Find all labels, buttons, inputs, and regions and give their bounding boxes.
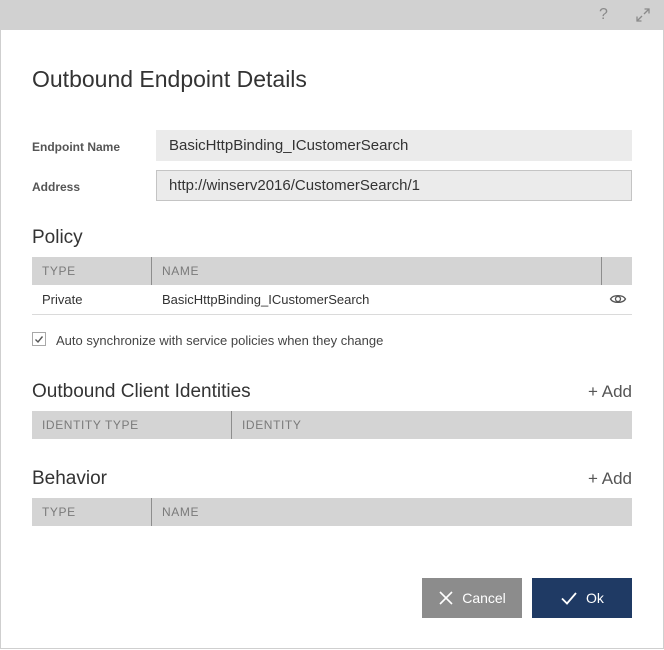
address-label: Address [32,180,81,194]
check-icon [33,333,45,345]
auto-sync-checkbox[interactable] [32,332,46,346]
behavior-section-title: Behavior [32,468,107,489]
add-identity-button[interactable]: + Add [588,382,632,401]
policy-table-header [32,257,632,285]
policy-row-name: BasicHttpBinding_ICustomerSearch [162,292,370,307]
identities-table-header [32,411,632,439]
title-bar [0,0,664,30]
table-row[interactable] [32,285,632,315]
endpoint-name-field[interactable]: BasicHttpBinding_ICustomerSearch [156,130,632,161]
cancel-button-label: Cancel [462,590,506,606]
help-icon[interactable]: ? [599,6,608,23]
identities-col-type[interactable]: IDENTITY TYPE [42,418,139,432]
identities-section-title: Outbound Client Identities [32,381,251,402]
endpoint-name-label: Endpoint Name [32,140,121,154]
dialog-title: Outbound Endpoint Details [32,66,307,92]
add-behavior-button[interactable]: + Add [588,469,632,488]
behavior-col-type[interactable]: TYPE [42,505,76,519]
checkmark-icon [560,590,578,606]
behavior-table-header [32,498,632,526]
identities-col-identity[interactable]: IDENTITY [231,411,632,439]
policy-col-type[interactable]: TYPE [42,264,76,278]
eye-icon[interactable] [609,292,627,306]
cancel-button[interactable] [422,578,522,618]
behavior-col-name[interactable]: NAME [151,498,632,526]
policy-row-type: Private [42,292,83,307]
ok-button-label: Ok [586,590,604,606]
expand-icon[interactable] [634,6,652,31]
ok-button[interactable] [532,578,632,618]
policy-col-actions [601,257,632,285]
policy-section-title: Policy [32,227,83,248]
address-field[interactable]: http://winserv2016/CustomerSearch/1 [156,170,632,201]
auto-sync-label[interactable]: Auto synchronize with service policies when they change [56,333,384,348]
policy-col-name[interactable]: NAME [151,257,602,285]
close-icon [438,590,454,606]
